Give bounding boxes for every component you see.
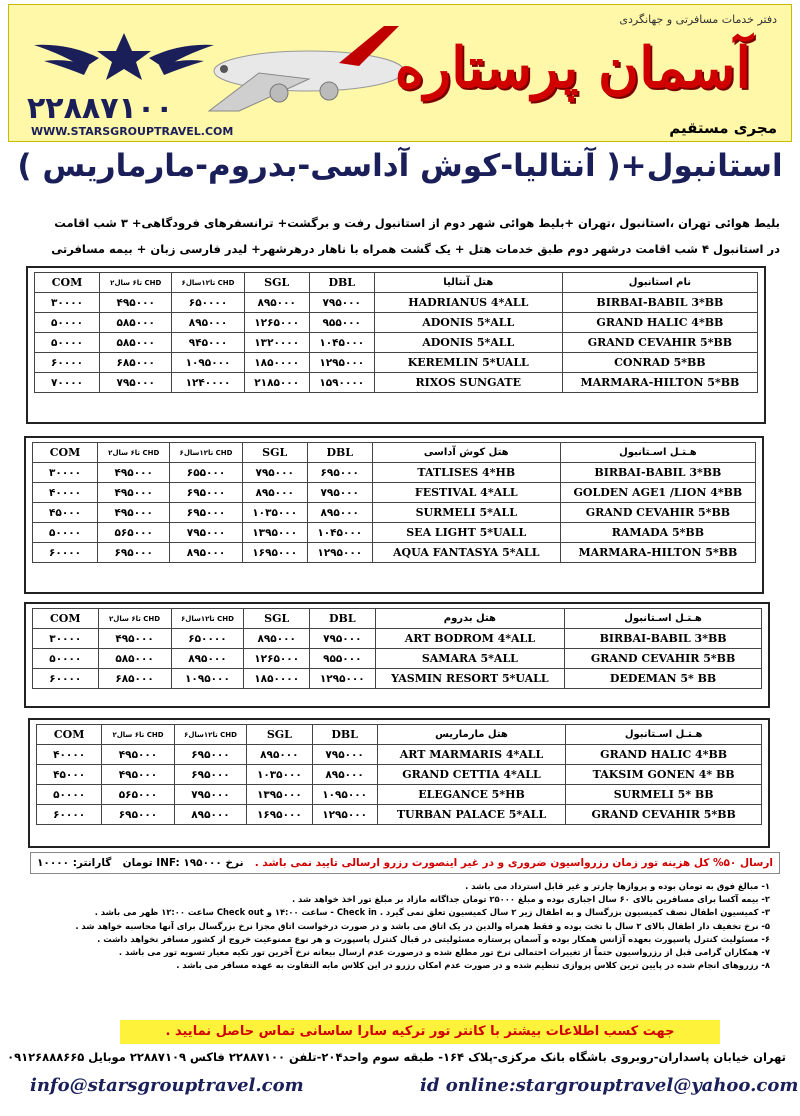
cell-istanbul: GRAND CEVAHIR 5*BB (560, 503, 755, 523)
header (8, 4, 792, 142)
cell-chd1: ۶۹۵۰۰۰ (174, 745, 247, 765)
cell-second: AQUA FANTASYA 5*ALL (372, 543, 560, 563)
cell-second: TATLISES 4*HB (372, 463, 560, 483)
table-row (33, 503, 756, 523)
cell-istanbul: MARMARA-HILTON 5*BB (560, 543, 755, 563)
column-header-istanbul: هـتـل اسـتانبول (560, 443, 755, 463)
cell-dbl: ۱۰۴۵۰۰۰ (309, 333, 374, 353)
table-marmaris (28, 718, 770, 848)
cell-chd1: ۷۹۵۰۰۰ (174, 785, 247, 805)
cell-chd1: ۶۵۰۰۰۰ (172, 293, 244, 313)
column-header-chd2: ۲تا۶ سال CHD (102, 725, 175, 745)
cell-com: ۴۵۰۰۰ (37, 765, 102, 785)
cell-second: ART BODROM 4*ALL (375, 629, 565, 649)
table-header-row (37, 725, 762, 745)
cell-second: HADRIANUS 4*ALL (374, 293, 562, 313)
cell-sgl: ۲۱۸۵۰۰۰ (244, 373, 309, 393)
cell-chd2: ۴۹۵۰۰۰ (98, 629, 171, 649)
contact-banner: جهت کسب اطلاعات بیشتر با کانتر تور ترکیه سارا ساسانی تماس حاصل نمایید . (120, 1020, 720, 1044)
column-header-sgl: SGL (244, 609, 310, 629)
cell-chd2: ۵۸۵۰۰۰ (100, 313, 172, 333)
column-header-com: COM (33, 609, 99, 629)
column-header-dbl: DBL (310, 609, 376, 629)
cell-second: SAMARA 5*ALL (375, 649, 565, 669)
table-header-row (35, 273, 758, 293)
column-header-com: COM (35, 273, 100, 293)
cell-dbl: ۷۹۵۰۰۰ (310, 629, 376, 649)
cell-istanbul: DEDEMAN 5* BB (565, 669, 762, 689)
table-row (33, 649, 762, 669)
column-header-istanbul: نام استانبول (562, 273, 757, 293)
cell-dbl: ۱۰۴۵۰۰۰ (307, 523, 372, 543)
cell-istanbul: SURMELI 5* BB (566, 785, 762, 805)
cell-sgl: ۷۹۵۰۰۰ (242, 463, 307, 483)
cell-com: ۶۰۰۰۰ (37, 805, 102, 825)
email-link[interactable]: info@starsgrouptravel.com (30, 1075, 304, 1096)
cell-dbl: ۸۹۵۰۰۰ (307, 503, 372, 523)
table-row (33, 523, 756, 543)
column-header-chd1: ۶تا۱۲سال CHD (174, 725, 247, 745)
cell-sgl: ۱۰۳۵۰۰۰ (247, 765, 312, 785)
table-row (35, 333, 758, 353)
cell-dbl: ۶۹۵۰۰۰ (307, 463, 372, 483)
website-link[interactable]: WWW.STARSGROUPTRAVEL.COM (31, 125, 234, 138)
cell-dbl: ۱۲۹۵۰۰۰ (307, 543, 372, 563)
cell-dbl: ۷۹۵۰۰۰ (309, 293, 374, 313)
term-item: ۸- رزروهای انجام شده در پایین ترین کلاس پروازی تنظیم شده و در صورت عدم امکان رزرو در این کلاس مابه التفاوت به عهده مسافر می باشد . (176, 960, 770, 971)
cell-chd2: ۶۹۵۰۰۰ (102, 805, 175, 825)
term-item: ۶- مسئولیت کنترل پاسپورت بعهده آژانس همکار بوده و آسمان پرستاره مسئولیتی در قبال کنترل پاسپورت و هر نوع ممنوعیت خروج از کشور مسافر نخواهد داشت . (97, 933, 770, 944)
column-header-dbl: DBL (312, 725, 377, 745)
cell-com: ۵۰۰۰۰ (37, 785, 102, 805)
cell-com: ۵۰۰۰۰ (35, 333, 100, 353)
cell-com: ۵۰۰۰۰ (33, 523, 98, 543)
table-row (33, 543, 756, 563)
column-header-dbl: DBL (309, 273, 374, 293)
cell-istanbul: BIRBAI-BABIL 3*BB (562, 293, 757, 313)
reservation-notice (30, 852, 780, 874)
cell-chd1: ۶۹۵۰۰۰ (174, 765, 247, 785)
cell-com: ۳۰۰۰۰ (33, 629, 99, 649)
term-item: ۳- کمیسیون اطفال نصف کمیسیون بزرگسال و به اطفال زیر ۲ سال کمیسیون تعلق نمی گیرد . Check in - ساعت ۱۴:۰۰ و Check out ساعت ۱۲:۰۰ ظهر می باشد . (94, 907, 770, 918)
table-kusadasi (24, 436, 764, 594)
cell-dbl: ۱۰۹۵۰۰۰ (312, 785, 377, 805)
cell-chd2: ۶۸۵۰۰۰ (98, 669, 171, 689)
cell-com: ۳۰۰۰۰ (33, 463, 98, 483)
cell-chd2: ۴۹۵۰۰۰ (98, 463, 170, 483)
intro-line-1: بلیط هوائی تهران ،استانبول ،تهران +بلیط هوائی شهر دوم از استانبول رفت و برگشت+ ترانسفرهای فرودگاهی+ ۳ شب اقامت (54, 216, 780, 230)
cell-chd2: ۴۹۵۰۰۰ (98, 483, 170, 503)
cell-sgl: ۱۲۶۵۰۰۰ (244, 313, 309, 333)
address-line: تهران خیابان پاسداران-روبروی باشگاه بانک مرکزی-پلاک ۱۶۴- طبقه سوم واحد۲۰۴-تلفن ۲۲۸۸۷۱۰۰ فاکس ۲۲۸۸۷۱۰۹ موبایل ۰۹۱۲۶۸۸۸۶۶۵ (7, 1050, 786, 1064)
cell-com: ۴۰۰۰۰ (37, 745, 102, 765)
cell-dbl: ۸۹۵۰۰۰ (312, 765, 377, 785)
cell-com: ۳۰۰۰۰ (35, 293, 100, 313)
cell-chd1: ۸۹۵۰۰۰ (171, 649, 244, 669)
cell-sgl: ۸۹۵۰۰۰ (244, 293, 309, 313)
table-row (33, 483, 756, 503)
cell-dbl: ۷۹۵۰۰۰ (312, 745, 377, 765)
table-row (35, 353, 758, 373)
table-row (33, 463, 756, 483)
table-header-row (33, 609, 762, 629)
notice-reservation: ارسال ۵۰% کل هزینه تور زمان رزرواسیون ضروری و در غیر اینصورت رزرو ارسالی تایید نمی باشد . (254, 857, 773, 869)
cell-dbl: ۹۵۵۰۰۰ (310, 649, 376, 669)
cell-sgl: ۱۶۹۵۰۰۰ (242, 543, 307, 563)
cell-chd2: ۵۶۵۰۰۰ (102, 785, 175, 805)
cell-dbl: ۱۲۹۵۰۰۰ (310, 669, 376, 689)
cell-second: FESTIVAL 4*ALL (372, 483, 560, 503)
table-antalya (26, 266, 766, 424)
cell-second: RIXOS SUNGATE (374, 373, 562, 393)
brand-name: آسمان پرستاره (394, 35, 751, 101)
cell-dbl: ۱۵۹۰۰۰۰ (309, 373, 374, 393)
terms-list (20, 880, 770, 972)
column-header-sgl: SGL (244, 273, 309, 293)
cell-second: ELEGANCE 5*HB (377, 785, 566, 805)
cell-istanbul: RAMADA 5*BB (560, 523, 755, 543)
cell-chd2: ۴۹۵۰۰۰ (98, 503, 170, 523)
cell-second: TURBAN PALACE 5*ALL (377, 805, 566, 825)
cell-com: ۴۵۰۰۰ (33, 503, 98, 523)
column-header-chd1: ۶تا۱۲سال CHD (172, 273, 244, 293)
table-header-row (33, 443, 756, 463)
table-row (35, 373, 758, 393)
column-header-second: هتل آنتالیا (374, 273, 562, 293)
column-header-chd2: ۲تا۶ سال CHD (98, 609, 171, 629)
cell-chd1: ۱۰۹۵۰۰۰ (171, 669, 244, 689)
table-row (37, 805, 762, 825)
column-header-chd1: ۶تا۱۲سال CHD (170, 443, 242, 463)
cell-istanbul: GRAND HALIC 4*BB (566, 745, 762, 765)
column-header-second: هتل مارماریس (377, 725, 566, 745)
column-header-chd2: ۲تا۶ سال CHD (98, 443, 170, 463)
cell-istanbul: GRAND CEVAHIR 5*BB (566, 805, 762, 825)
cell-chd1: ۱۰۹۵۰۰۰ (172, 353, 244, 373)
cell-istanbul: GRAND CEVAHIR 5*BB (562, 333, 757, 353)
cell-istanbul: GOLDEN AGE1 /LION 4*BB (560, 483, 755, 503)
table-row (37, 765, 762, 785)
cell-second: SURMELI 5*ALL (372, 503, 560, 523)
cell-com: ۷۰۰۰۰ (35, 373, 100, 393)
cell-com: ۴۰۰۰۰ (33, 483, 98, 503)
cell-chd1: ۹۴۵۰۰۰ (172, 333, 244, 353)
executor-label: مجری مستقیم (669, 119, 777, 137)
intro-line-2: در استانبول ۴ شب اقامت درشهر دوم طبق خدمات هتل + یک گشت همراه با ناهار درهرشهر+ لیدر فارسی زبان + بیمه مسافرتی (51, 242, 780, 256)
column-header-dbl: DBL (307, 443, 372, 463)
column-header-com: COM (33, 443, 98, 463)
term-item: ۲- بیمه آکسا برای مسافرین بالای ۶۰ سال اجباری بوده و مبلغ ۲۵۰۰۰ تومان جداگانه مازاد بر مبلغ تور اخذ خواهد شد . (291, 894, 770, 905)
cell-chd2: ۴۹۵۰۰۰ (102, 745, 175, 765)
cell-istanbul: CONRAD 5*BB (562, 353, 757, 373)
cell-second: ADONIS 5*ALL (374, 333, 562, 353)
table-row (37, 785, 762, 805)
cell-sgl: ۸۹۵۰۰۰ (244, 629, 310, 649)
table-row (33, 629, 762, 649)
table-row (33, 669, 762, 689)
table-row (37, 745, 762, 765)
cell-istanbul: BIRBAI-BABIL 3*BB (565, 629, 762, 649)
tour-title: استانبول+( آنتالیا-کوش آداسی-بدروم-مارماریس ) (17, 148, 783, 184)
cell-chd2: ۶۹۵۰۰۰ (98, 543, 170, 563)
cell-chd1: ۶۵۵۰۰۰ (170, 463, 242, 483)
cell-istanbul: GRAND HALIC 4*BB (562, 313, 757, 333)
cell-com: ۵۰۰۰۰ (35, 313, 100, 333)
cell-sgl: ۱۰۳۵۰۰۰ (242, 503, 307, 523)
column-header-second: هتل بدروم (375, 609, 565, 629)
cell-chd2: ۶۸۵۰۰۰ (100, 353, 172, 373)
cell-chd2: ۵۸۵۰۰۰ (98, 649, 171, 669)
table-row (35, 293, 758, 313)
cell-chd2: ۵۶۵۰۰۰ (98, 523, 170, 543)
cell-second: ART MARMARIS 4*ALL (377, 745, 566, 765)
cell-chd2: ۵۸۵۰۰۰ (100, 333, 172, 353)
table-bodrum (24, 602, 770, 708)
airplane-icon (199, 11, 419, 121)
column-header-istanbul: هـتـل اسـتانبول (566, 725, 762, 745)
term-item: ۱- مبالغ فوق به تومان بوده و پروازها چارتر و غیر قابل استرداد می باشد . (465, 881, 770, 891)
column-header-chd2: ۲تا۶ سال CHD (100, 273, 172, 293)
cell-dbl: ۹۵۵۰۰۰ (309, 313, 374, 333)
cell-dbl: ۷۹۵۰۰۰ (307, 483, 372, 503)
cell-sgl: ۸۹۵۰۰۰ (242, 483, 307, 503)
notice-inf: نرخ INF: ۱۹۵۰۰۰ تومان (122, 857, 244, 869)
cell-chd1: ۸۹۵۰۰۰ (174, 805, 247, 825)
cell-com: ۶۰۰۰۰ (33, 669, 99, 689)
phone-number: ۲۲۸۸۷۱۰۰ (27, 91, 174, 126)
cell-second: KEREMLIN 5*UALL (374, 353, 562, 373)
cell-chd2: ۷۹۵۰۰۰ (100, 373, 172, 393)
cell-second: YASMIN RESORT 5*UALL (375, 669, 565, 689)
cell-chd1: ۶۵۰۰۰۰ (171, 629, 244, 649)
cell-com: ۶۰۰۰۰ (33, 543, 98, 563)
cell-istanbul: MARMARA-HILTON 5*BB (562, 373, 757, 393)
term-item: ۵- نرخ تخفیف دار اطفال بالای ۲ سال با تخت بوده و فقط همراه والدین در یک اتاق می باشد و در صورت درخواست اتاق مجزا نرخ بزرگسال برای آنها محاسبه خواهد شد . (75, 920, 770, 931)
cell-second: ADONIS 5*ALL (374, 313, 562, 333)
column-header-second: هتل کوش آداسی (372, 443, 560, 463)
cell-chd2: ۴۹۵۰۰۰ (100, 293, 172, 313)
cell-second: SEA LIGHT 5*UALL (372, 523, 560, 543)
star-wings-logo (29, 13, 219, 93)
column-header-istanbul: هـتـل اسـتانبول (565, 609, 762, 629)
cell-istanbul: BIRBAI-BABIL 3*BB (560, 463, 755, 483)
cell-chd1: ۸۹۵۰۰۰ (172, 313, 244, 333)
cell-sgl: ۱۳۹۵۰۰۰ (247, 785, 312, 805)
cell-sgl: ۱۶۹۵۰۰۰ (247, 805, 312, 825)
cell-second: GRAND CETTIA 4*ALL (377, 765, 566, 785)
cell-chd2: ۴۹۵۰۰۰ (102, 765, 175, 785)
column-header-chd1: ۶تا۱۲سال CHD (171, 609, 244, 629)
cell-com: ۶۰۰۰۰ (35, 353, 100, 373)
cell-chd1: ۶۹۵۰۰۰ (170, 483, 242, 503)
notice-guarantee: گارانتر: ۱۰۰۰۰ (37, 857, 112, 869)
cell-istanbul: GRAND CEVAHIR 5*BB (565, 649, 762, 669)
column-header-sgl: SGL (242, 443, 307, 463)
table-row (35, 313, 758, 333)
agency-subtitle: دفتر خدمات مسافرتی و جهانگردی (619, 13, 777, 26)
cell-sgl: ۸۹۵۰۰۰ (247, 745, 312, 765)
cell-chd1: ۸۹۵۰۰۰ (170, 543, 242, 563)
cell-sgl: ۱۳۲۰۰۰۰ (244, 333, 309, 353)
column-header-com: COM (37, 725, 102, 745)
cell-dbl: ۱۲۹۵۰۰۰ (312, 805, 377, 825)
cell-chd1: ۶۹۵۰۰۰ (170, 503, 242, 523)
cell-istanbul: TAKSIM GONEN 4* BB (566, 765, 762, 785)
cell-chd1: ۷۹۵۰۰۰ (170, 523, 242, 543)
cell-dbl: ۱۲۹۵۰۰۰ (309, 353, 374, 373)
cell-com: ۵۰۰۰۰ (33, 649, 99, 669)
term-item: ۷- همکاران گرامی قبل از رزرواسیون حتماً از تغییرات احتمالی نرخ تور مطلع شده و درصورت عدم ارسال بیعانه نرخ آخرین تور تکیه معیار تسویه تور می باشد . (118, 947, 770, 958)
yahoo-id-link[interactable]: id online:stargrouptravel@yahoo.com (420, 1075, 799, 1096)
cell-sgl: ۱۳۹۵۰۰۰ (242, 523, 307, 543)
column-header-sgl: SGL (247, 725, 312, 745)
cell-sgl: ۱۸۵۰۰۰۰ (244, 669, 310, 689)
cell-chd1: ۱۲۴۰۰۰۰ (172, 373, 244, 393)
cell-sgl: ۱۸۵۰۰۰۰ (244, 353, 309, 373)
cell-sgl: ۱۲۶۵۰۰۰ (244, 649, 310, 669)
